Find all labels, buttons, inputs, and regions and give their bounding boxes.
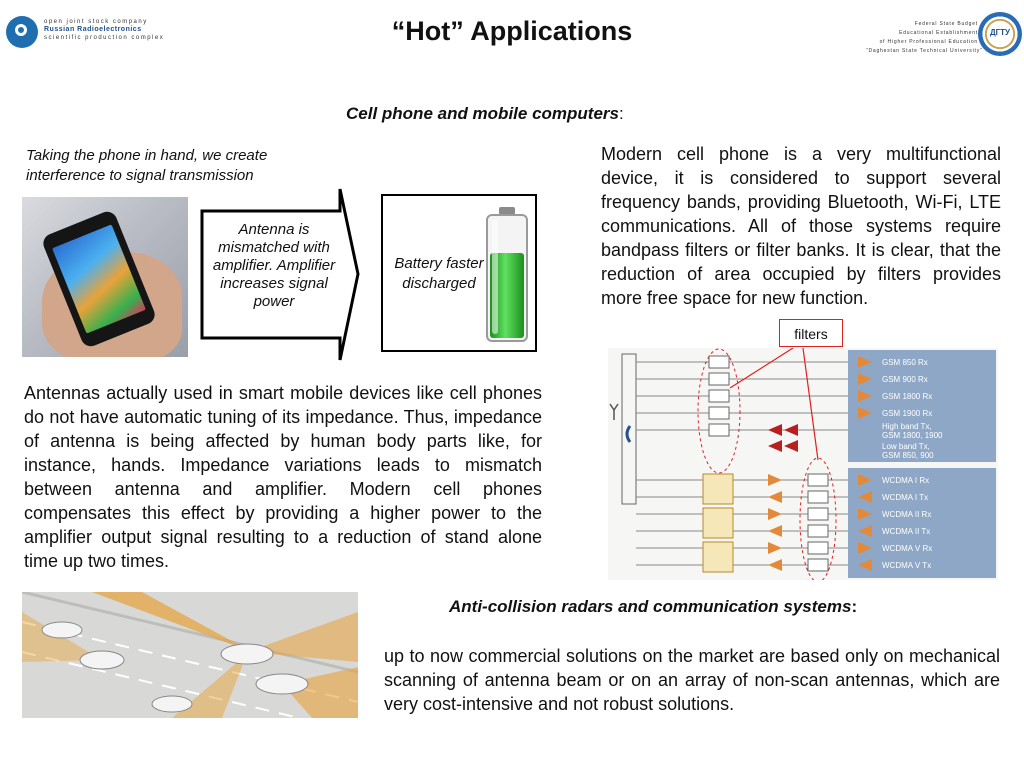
radar-scene	[22, 592, 358, 718]
car-2	[80, 651, 124, 669]
filter-block	[709, 373, 729, 385]
antenna-mismatch-text: Antenna is mismatched with amplifier. Amplifier increases signal power	[212, 221, 336, 310]
university-logo-line1: Federal State Budget	[914, 21, 978, 27]
battery-discharged-text: Battery faster discharged	[394, 255, 484, 292]
filter-block	[808, 491, 828, 503]
company-logo-icon	[6, 16, 38, 48]
filter-block	[709, 424, 729, 436]
filter-block	[808, 474, 828, 486]
car-4	[256, 674, 308, 694]
filter-block	[808, 542, 828, 554]
hand-interference-note: Taking the phone in hand, we create interference to signal transmission	[26, 147, 268, 184]
radar-paragraph: up to now commercial solutions on the market are based only on mechanical scanning of antenna beam or on an array of non-scan antennas, which are very cost-intensive and not robust solutions.	[384, 646, 1000, 714]
filter-block	[808, 508, 828, 520]
filter-block	[808, 525, 828, 537]
university-logo-text	[866, 20, 983, 56]
band-label: GSM 850 Rx	[882, 358, 928, 367]
band-label: High band Tx, GSM 1800, 1900	[882, 422, 943, 440]
filter-block	[709, 390, 729, 402]
filters-callout: filters	[779, 319, 843, 347]
filter-block	[709, 356, 729, 368]
phone-in-hand-photo	[22, 197, 188, 357]
section-heading-radar-colon: :	[851, 597, 858, 616]
cell-phone-paragraph: Modern cell phone is a very multifunctional device, it is considered to support several frequency bands, providing Bluetooth, Wi-Fi, LTE communications. All of those systems require bandpass filters or filter banks. It is clear, that the reduction of area occupied by filters provides more free space for new function.	[601, 144, 1001, 308]
band-label: WCDMA II Rx	[882, 510, 932, 519]
filter-bank-diagram	[608, 348, 998, 580]
university-emblem-text: ДГТУ	[989, 28, 1011, 37]
car-5	[152, 696, 192, 712]
band-label: GSM 1900 Rx	[882, 409, 933, 418]
company-logo-line1: open joint stock company	[44, 19, 148, 25]
car-3	[221, 644, 273, 664]
company-logo-line3: scientific production complex	[44, 35, 165, 41]
band-label: WCDMA V Tx	[882, 561, 932, 570]
band-label: WCDMA I Rx	[882, 476, 930, 485]
band-label: Low band Tx, GSM 850, 900	[882, 442, 934, 460]
section-heading-cell-phone-text: Cell phone and mobile computers	[346, 104, 619, 123]
car-1	[42, 622, 82, 638]
university-logo-line3: of Higher Professional Education	[879, 39, 978, 45]
band-label: WCDMA I Tx	[882, 493, 929, 502]
duplexer-block	[703, 474, 733, 504]
duplexer-block	[703, 508, 733, 538]
antenna-impedance-paragraph: Antennas actually used in smart mobile devices like cell phones do not have automatic tuning of its impedance. Thus, impedance of antenna is being affected by human body parts like, for instance, hands. Impedance variations leads to mismatch between antenna and amplifier. Modern cell phones compensates this effect by providing a higher power to the amplifier output signal resulting to a reduction of stand alone time up two times.	[24, 383, 542, 571]
duplexer-block	[703, 542, 733, 572]
band-label: WCDMA II Tx	[882, 527, 931, 536]
anti-collision-radar-illustration	[22, 592, 358, 718]
university-logo-line2: Educational Establishment	[899, 30, 978, 36]
section-heading-cell-phone	[346, 104, 624, 124]
band-label: GSM 1800 Rx	[882, 392, 933, 401]
filter-block	[808, 559, 828, 571]
section-heading-radar	[449, 597, 857, 617]
section-heading-cell-phone-colon: :	[618, 104, 624, 123]
band-label: GSM 900 Rx	[882, 375, 928, 384]
band-label: WCDMA V Rx	[882, 544, 933, 553]
section-heading-radar-text: Anti-collision radars and communication systems	[449, 597, 852, 616]
battery-icon	[484, 205, 530, 343]
company-logo-text	[44, 18, 164, 42]
university-logo-line4: “Daghestan State Technical University”	[866, 48, 983, 54]
page-title: “Hot” Applications	[391, 16, 633, 46]
company-logo	[6, 16, 165, 56]
filter-block	[709, 407, 729, 419]
company-logo-line2: Russian Radioelectronics	[44, 26, 142, 33]
university-emblem-icon	[978, 12, 1022, 56]
